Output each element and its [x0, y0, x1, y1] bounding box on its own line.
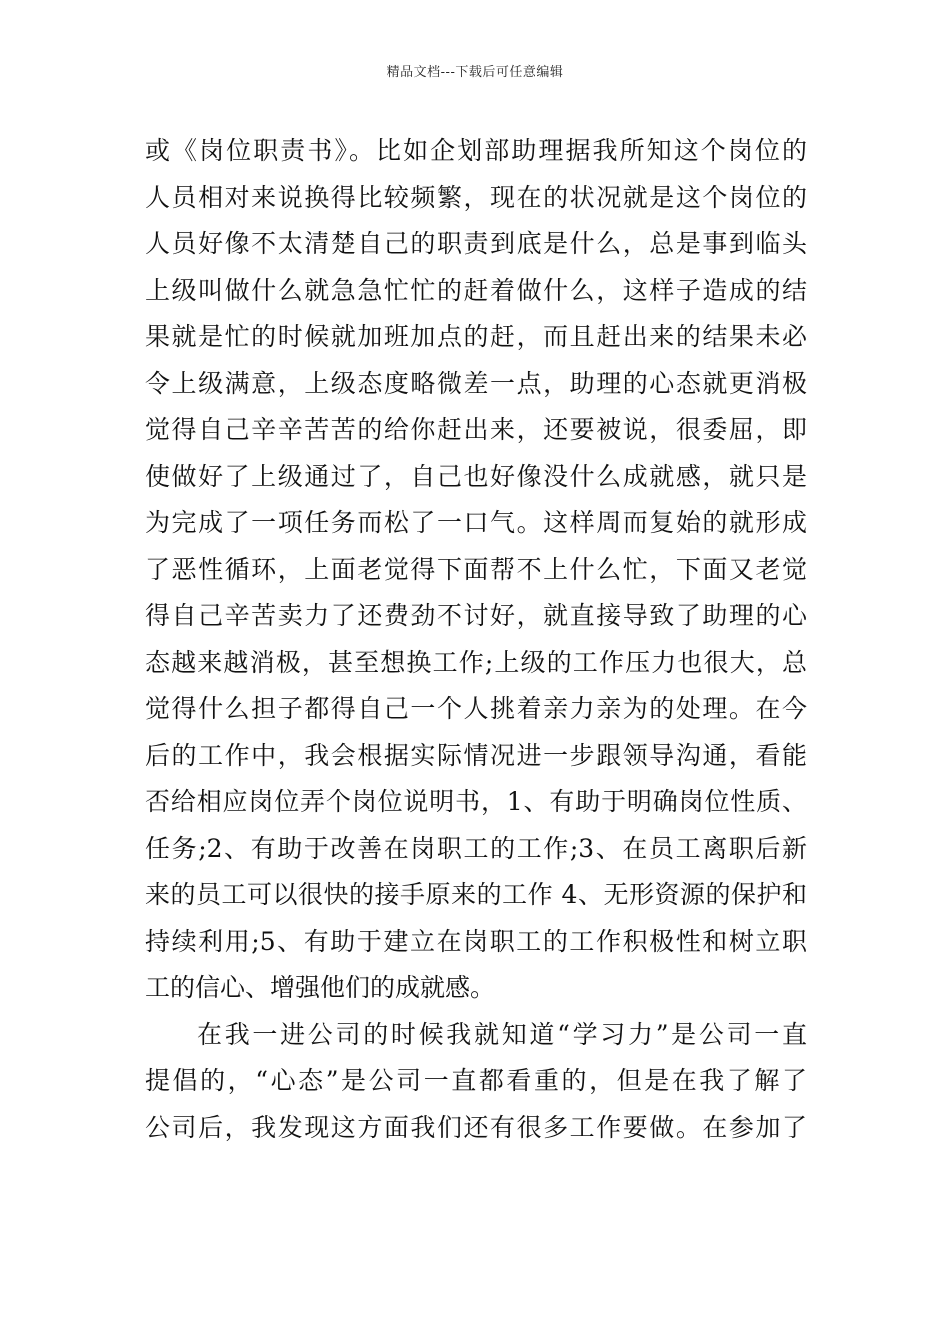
text-line: 使做好了上级通过了，自己也好像没什么成就感，就只是 — [145, 461, 807, 491]
text-line: 令上级满意，上级态度略微差一点，助理的心态就更消极 — [145, 368, 807, 398]
text-line: 人员好像不太清楚自己的职责到底是什么，总是事到临头 — [145, 229, 807, 258]
text-line: 或《岗位职责书》。比如企划部助理据我所知这个岗位的 — [145, 136, 807, 165]
text-line: 上级叫做什么就急急忙忙的赶着做什么，这样子造成的结 — [145, 275, 807, 305]
text-line: 提倡的，“心态”是公司一直都看重的，但是在我了解了 — [145, 1066, 807, 1095]
text-line: 果就是忙的时候就加班加点的赶，而且赶出来的结果未必 — [145, 322, 807, 351]
text-line: 得自己辛苦卖力了还费劲不讨好，就直接导致了助理的心 — [145, 601, 807, 630]
paragraph-first-line: 在我一进公司的时候我就知道“学习力”是公司一直 — [197, 1019, 807, 1049]
text-line: 觉得自己辛辛苦苦的给你赶出来，还要被说，很委屈，即 — [145, 415, 807, 444]
page-header: 精品文档---下载后可任意编辑 — [386, 65, 564, 80]
text-line: 任务;2、有助于改善在岗职工的工作;3、在员工离职后新 — [145, 833, 807, 863]
paragraph-last-line: 工的信心、增强他们的成就感。 — [145, 973, 496, 1002]
text-line: 了恶性循环，上面老觉得下面帮不上什么忙，下面又老觉 — [145, 554, 807, 584]
document-body — [145, 128, 807, 1151]
text-line: 来的员工可以很快的接手原来的工作 4、无形资源的保护和 — [145, 880, 807, 909]
text-line: 否给相应岗位弄个岗位说明书，1、有助于明确岗位性质、 — [145, 787, 807, 816]
text-line: 人员相对来说换得比较频繁，现在的状况就是这个岗位的 — [145, 182, 807, 212]
text-line: 态越来越消极，甚至想换工作;上级的工作压力也很大，总 — [145, 647, 807, 677]
text-line: 后的工作中，我会根据实际情况进一步跟领导沟通，看能 — [145, 740, 807, 770]
text-line: 持续利用;5、有助于建立在岗职工的工作积极性和树立职 — [145, 926, 807, 956]
text-line: 为完成了一项任务而松了一口气。这样周而复始的就形成 — [145, 508, 807, 537]
text-line: 觉得什么担子都得自己一个人挑着亲力亲为的处理。在今 — [145, 694, 807, 723]
text-line: 公司后，我发现这方面我们还有很多工作要做。在参加了 — [145, 1112, 807, 1142]
